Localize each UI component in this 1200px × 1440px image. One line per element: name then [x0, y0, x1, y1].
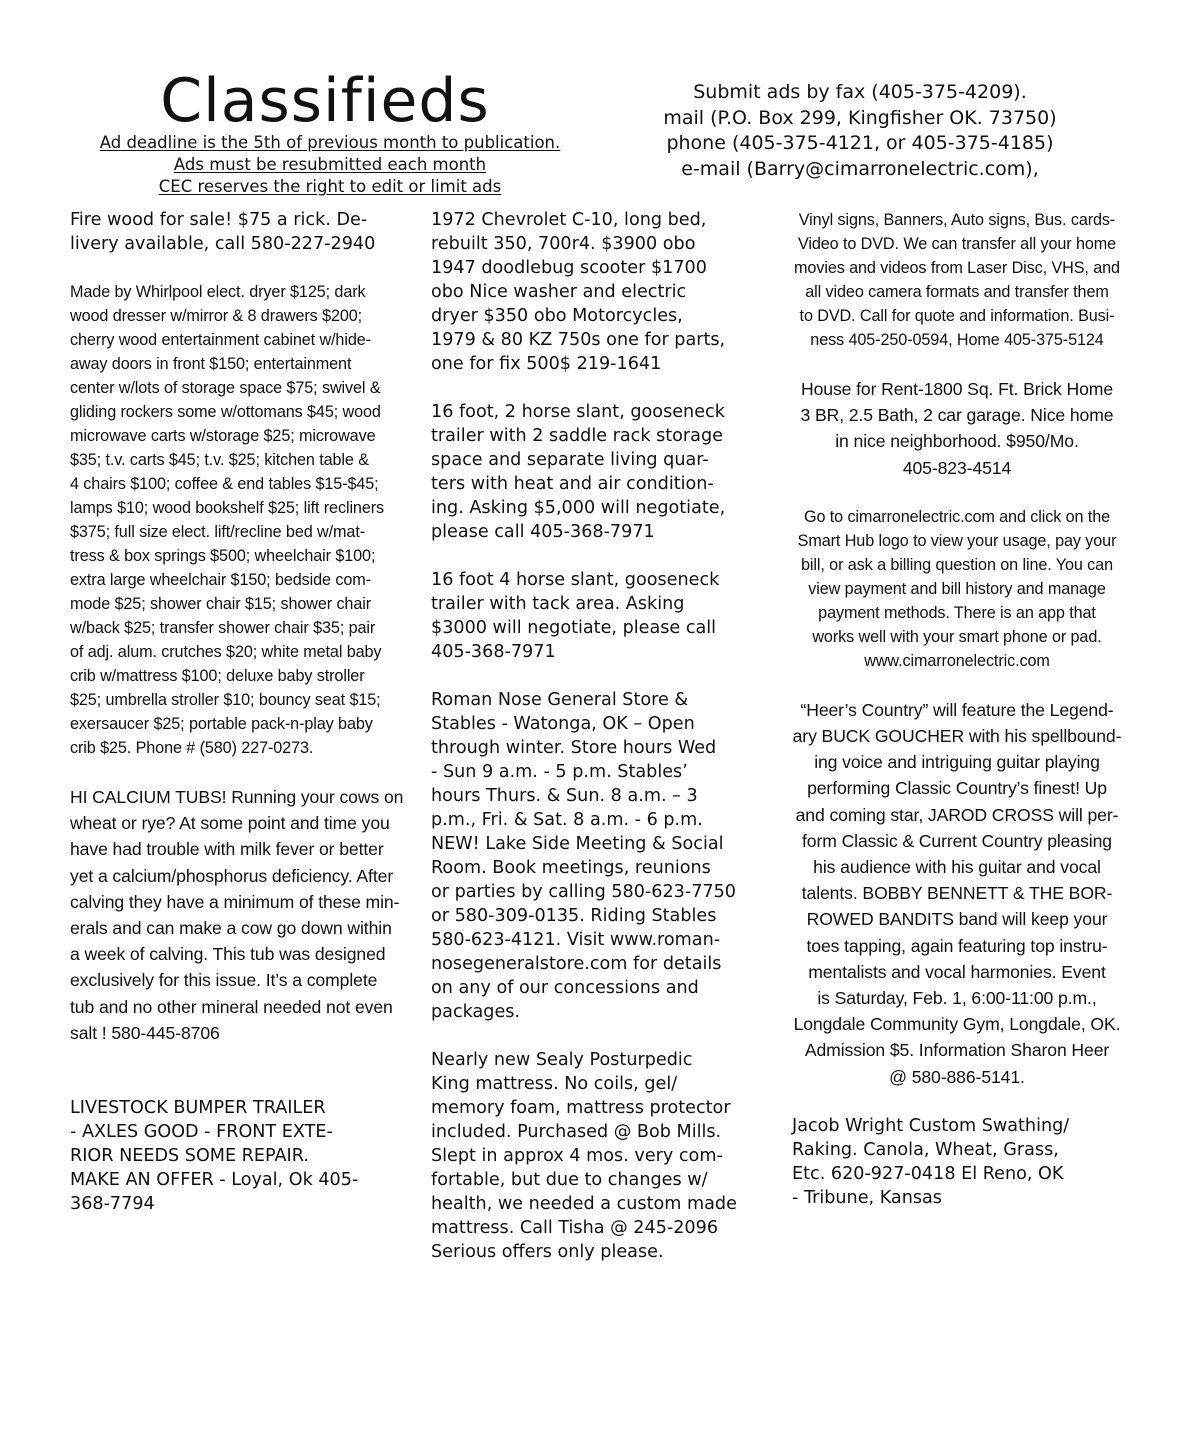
submit-line: phone (405-375-4121, or 405-375-4185): [666, 132, 1054, 154]
two-horse-trailer-ad: 16 foot, 2 horse slant, gooseneck trailer with 2 saddle rack storage space and separate living quar- ters with heat and air condition- ing. Asking $5,000 will negotiate, please call 405-368-7971: [431, 402, 726, 542]
video-to-dvd-ad: Vinyl signs, Banners, Auto signs, Bus. cards- Video to DVD. We can transfer all your home movies and videos from Laser Disc, VHS, and all video camera formats and transfer them to DVD. Call for quote and information. Busi- ness 405-250-0594, Home 405-375-5124: [794, 211, 1120, 349]
house-for-rent-ad: House for Rent-1800 Sq. Ft. Brick Home 3 BR, 2.5 Bath, 2 car garage. Nice home in nice neighborhood. $950/Mo. 405-823-4514: [800, 379, 1114, 478]
submit-line: mail (P.O. Box 299, Kingfisher OK. 73750): [663, 106, 1057, 129]
bumper-trailer-ad: LIVESTOCK BUMPER TRAILER - AXLES GOOD - FRONT EXTE- RIOR NEEDS SOME REPAIR. MAKE AN OFFER - Loyal, Ok 405- 368-7794: [70, 1098, 359, 1215]
notice-line: Ads must be resubmitted each month: [173, 155, 487, 174]
submit-line: Submit ads by fax (405-375-4209).: [693, 81, 1027, 103]
notice-line: CEC reserves the right to edit or limit ads: [158, 177, 502, 196]
submit-line: e-mail (Barry@cimarronelectric.com),: [681, 157, 1039, 180]
smart-hub-ad: Go to cimarronelectric.com and click on the Smart Hub logo to view your usage, pay your bill, or ask a billing question on line. You can view payment and bill history and manage payment methods. There is an app that works well with your smart phone or pad. www.cimarronelectric.com: [797, 507, 1117, 670]
mattress-ad: Nearly new Sealy Posturpedic King mattress. No coils, gel/ memory foam, mattress protector included. Purchased @ Bob Mills. Slept in approx 4 mos. very com- fortable, but due to changes w/ health, we needed a custom made mattress. Call Tisha @ 245-2096 Serious offers only please.: [431, 1050, 737, 1262]
heers-country-ad: “Heer’s Country” will feature the Legend- ary BUCK GOUCHER with his spellbound- ing voice and intriguing guitar playing performing Classic Country’s finest! Up and coming star, JAROD CROSS will per- form Classic & Current Country pleasing his audience with his guitar and vocal talents. BOBBY BENNETT & THE BOR- ROWED BANDITS band will keep your toes tapping, again featuring top instru- mentalists and vocal harmonies. Event is Saturday, Feb. 1, 6:00-11:00 p.m., Longdale Community Gym, Longdale, OK. Admission $5. Information Sharon Heer @ 580-886-5141.: [792, 699, 1122, 1087]
notice-line: Ad deadline is the 5th of previous month to publication.: [99, 133, 561, 152]
page-title: Classifieds: [160, 66, 490, 136]
custom-swathing-ad: Jacob Wright Custom Swathing/ Raking. Canola, Wheat, Grass, Etc. 620-927-0418 El Reno, OK - Tribune, Kansas: [792, 1115, 1070, 1208]
roman-nose-store-ad: Roman Nose General Store & Stables - Watonga, OK – Open through winter. Store hours Wed - Sun 9 a.m. - 5 p.m. Stables’ hours Thurs. & Sun. 8 a.m. – 3 p.m., Fri. & Sat. 8 a.m. - 6 p.m. NEW! Lake Side Meeting & Social Room. Book meetings, reunions or parties by calling 580-623-7750 or 580-309-0135. Riding Stables 580-623-4121. Visit www.roman- nosegeneralstore.com for details on any of our concessions and packages.: [431, 690, 736, 1022]
right-column: [792, 208, 1122, 1210]
four-horse-trailer-ad: 16 foot 4 horse slant, gooseneck trailer with tack area. Asking $3000 will negotiate, please call 405-368-7971: [431, 570, 720, 662]
household-items-ad: Made by Whirlpool elect. dryer $125; dark wood dresser w/mirror & 8 drawers $200; cherry wood entertainment cabinet w/hide- away doors in front $150; entertainment center w/lots of storage space $75; swivel & gliding rockers some w/ottomans $45; wood microwave carts w/storage $25; microwave $35; t.v. carts $45; t.v. $25; kitchen table & 4 chairs $100; coffee & end tables $15-$45; lamps $10; wood bookshelf $25; lift recliners $375; full size elect. lift/recline bed w/mat- tress & box springs $500; wheelchair $100; extra large wheelchair $150; bedside com- mode $25; shower chair $15; shower chair w/back $25; transfer shower chair $35; pair of adj. alum. crutches $20; white metal baby crib w/mattress $100; deluxe baby stroller $25; umbrella stroller $10; bouncy seat $15; exersaucer $25; portable pack-n-play baby crib $25. Phone # (580) 227-0273.: [70, 283, 385, 757]
chevrolet-ad: 1972 Chevrolet C-10, long bed, rebuilt 350, 700r4. $3900 obo 1947 doodlebug scooter $1700 obo Nice washer and electric dryer $350 obo Motorcycles, 1979 & 80 KZ 750s one for parts, one for fix 500$ 219-1641: [431, 210, 726, 374]
middle-column: [431, 208, 771, 1264]
submission-info: [600, 80, 1120, 182]
firewood-ad: Fire wood for sale! $75 a rick. De- livery available, call 580-227-2940: [70, 210, 376, 254]
calcium-tubs-ad: HI CALCIUM TUBS! Running your cows on wheat or rye? At some point and time you have had trouble with milk fever or better yet a calcium/phosphorus deficiency. After calving they have a minimum of these min- erals and can make a cow go down within a week of calving. This tub was designed exclusively for this issue. It’s a complete tub and no other mineral needed not even salt ! 580-445-8706: [70, 787, 404, 1043]
ad-deadline-notice: [60, 132, 600, 198]
left-column: [70, 208, 410, 1216]
